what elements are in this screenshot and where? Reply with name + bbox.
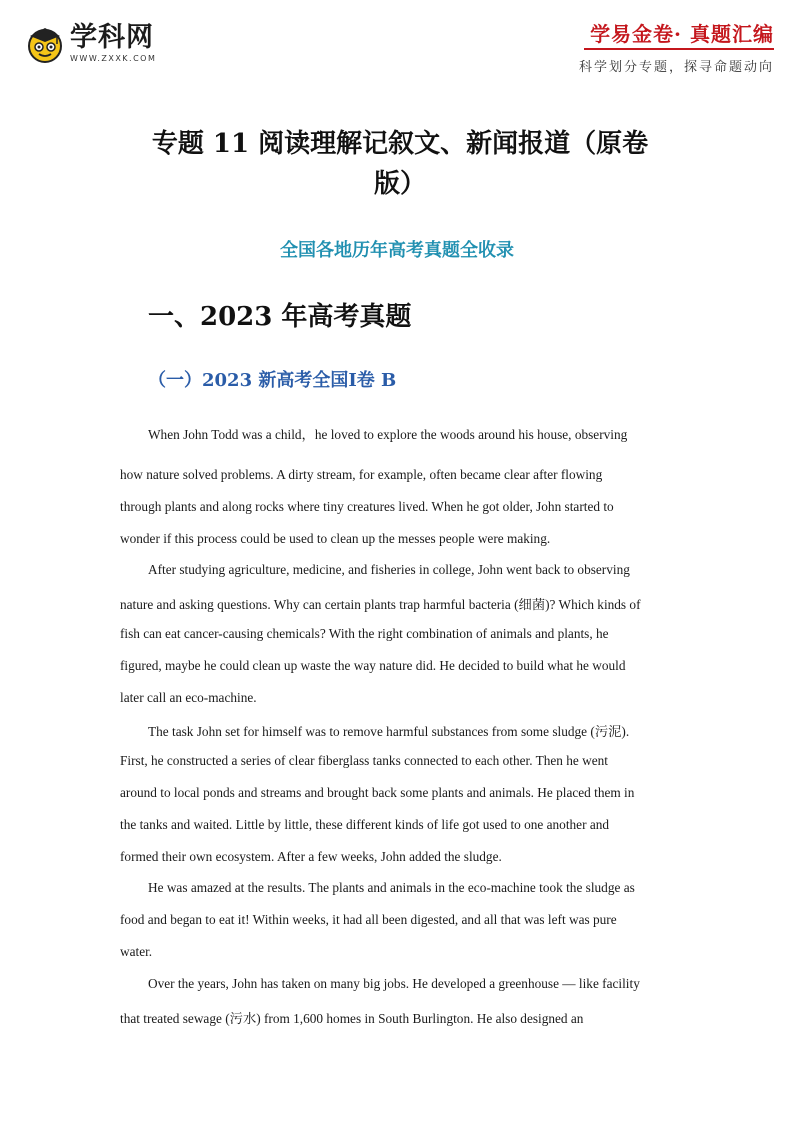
page-title-line-2: 版） [373,169,426,199]
passage-line: the tanks and waited. Little by little, these different kinds of life got used to one another and [120,817,610,832]
page-title-line-1: 专题 11 阅读理解记叙文、新闻报道（原卷 [151,129,649,159]
brand-block [579,22,774,75]
passage-line: The task John set for himself was to remove harmful substances from some sludge (污泥). [148,724,630,739]
passage-line: formed their own ecosystem. After a few weeks, John added the sludge. [120,849,502,864]
logo-mascot-icon [26,25,64,63]
passage-line: around to local ponds and streams and brought back some plants and animals. He placed them in [120,785,635,800]
passage-line: water. [120,944,153,959]
passage-line: nature and asking questions. Why can certain plants trap harmful bacteria (细菌)? Which kinds of [120,597,641,612]
passage-line: through plants and along rocks where tiny creatures lived. When he got older, John started to [120,499,614,514]
brand-title: 学易金卷· 真题汇编 [590,22,774,46]
passage-line: Over the years, John has taken on many big jobs. He developed a greenhouse — like facility [148,976,640,991]
logo [26,24,156,63]
passage-line: After studying agriculture, medicine, and fisheries in college, John went back to observing [148,562,630,577]
passage-line: later call an eco-machine. [120,690,257,705]
logo-text: 学科网 [70,22,154,53]
passage-line: that treated sewage (污水) from 1,600 homes in South Burlington. He also designed an [120,1011,584,1026]
subsection-heading: （一）2023 新高考全国Ⅰ卷 B [148,370,397,391]
passage-line: figured, maybe he could clean up waste the way nature did. He decided to build what he would [120,658,626,673]
logo-url: WWW.ZXXK.COM [70,54,157,63]
brand-divider [584,48,774,50]
section-heading: 一、2023 年高考真题 [148,302,412,332]
passage-line: First, he constructed a series of clear fiberglass tanks connected to each other. Then he went [120,753,608,768]
passage-line: food and began to eat it! Within weeks, it had all been digested, and all that was left was pure [120,912,617,927]
passage-line: fish can eat cancer-causing chemicals? With the right combination of animals and plants, he [120,626,609,641]
page-header [0,0,794,80]
page-title [110,124,690,204]
page-subtitle: 全国各地历年高考真题全收录 [280,240,514,261]
passage-line: He was amazed at the results. The plants and animals in the eco-machine took the sludge as [148,880,635,895]
passage-line: wonder if this process could be used to clean up the messes people were making. [120,531,551,546]
passage-line: When John Todd was a child，he loved to explore the woods around his house, observing [148,427,628,442]
passage-line: how nature solved problems. A dirty stream, for example, often became clear after flowing [120,467,603,482]
brand-subtitle: 科学划分专题，探寻命题动向 [578,60,774,75]
